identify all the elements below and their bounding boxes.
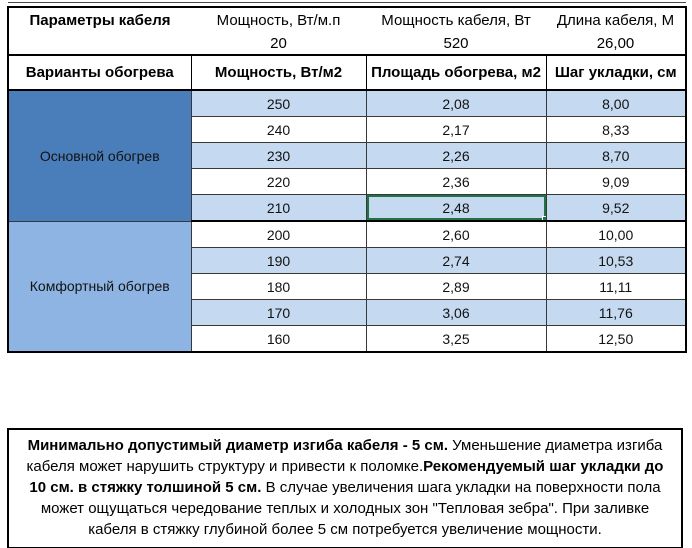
group-cell-main-heating[interactable]: Основной обогрев [8,90,191,221]
group-cell-comfort-heating[interactable]: Комфортный обогрев [8,221,191,352]
cell-area[interactable]: 2,17 [366,117,546,143]
top-gridline [8,2,686,3]
cable-parameters-table [7,6,687,353]
note-box [7,428,683,548]
cell-step[interactable]: 8,70 [546,143,686,169]
cell-area[interactable]: 2,89 [366,274,546,300]
cell-power[interactable]: 200 [191,221,366,248]
param-col-label-cable-length[interactable]: Длина кабеля, М [556,11,675,29]
header-area-cell[interactable]: Площадь обогрева, м2 [366,55,546,90]
cell-area[interactable]: 2,60 [366,221,546,248]
param-values-row [8,32,686,55]
cell-step[interactable]: 8,33 [546,117,686,143]
param-value-power-per-m[interactable]: 20 [191,32,366,55]
cell-step[interactable]: 10,53 [546,248,686,274]
param-value-cable-length[interactable]: 26,00 [546,32,686,55]
cell-area[interactable]: 3,06 [366,300,546,326]
cell-area[interactable]: 2,74 [366,248,546,274]
cell-power[interactable]: 240 [191,117,366,143]
cell-power[interactable]: 180 [191,274,366,300]
column-header-row [8,55,686,90]
param-value-cable-power[interactable]: 520 [366,32,546,55]
cell-area[interactable]: 2,26 [366,143,546,169]
cell-power[interactable]: 160 [191,326,366,353]
cell-step[interactable]: 11,76 [546,300,686,326]
param-empty-cell[interactable] [8,32,191,55]
cell-area[interactable]: 3,25 [366,326,546,353]
cell-step[interactable]: 9,09 [546,169,686,195]
cell-step[interactable]: 10,00 [546,221,686,248]
selected-cell[interactable]: 2,48 [366,195,546,222]
cell-power[interactable]: 250 [191,90,366,117]
header-power-cell[interactable]: Мощность, Вт/м2 [191,55,366,90]
cell-power[interactable]: 220 [191,169,366,195]
note-text: Минимально допустимый диаметр изгиба кабеля - 5 см. Уменьшение диаметра изгиба кабеля может нарушить структуру и привести к поломке.Рекомендуемый шаг укладки до 10 см. в стяжку толшиной 5 см. В случае увеличения шага укладки на поверхности пола может ощущаться чередование теплых и холодных зон "Тепловая зебра". При заливке кабеля в стяжку глубиной более 5 см потребуется увеличение мощности. [26,437,664,538]
cell-area[interactable]: 2,36 [366,169,546,195]
header-variants-cell[interactable]: Варианты обогрева [8,55,191,90]
cell-step[interactable]: 9,52 [546,195,686,222]
cell-power[interactable]: 230 [191,143,366,169]
param-header-row [8,7,686,32]
table-row [8,90,686,117]
cell-area[interactable]: 2,08 [366,90,546,117]
cell-power[interactable]: 190 [191,248,366,274]
cell-step[interactable]: 12,50 [546,326,686,353]
table-row [8,221,686,248]
cell-power[interactable]: 210 [191,195,366,222]
cell-step[interactable]: 11,11 [546,274,686,300]
cell-power[interactable]: 170 [191,300,366,326]
param-title-cell[interactable]: Параметры кабеля [29,11,171,29]
header-step-cell[interactable]: Шаг укладки, см [546,55,686,90]
cell-step[interactable]: 8,00 [546,90,686,117]
param-col-label-cable-power[interactable]: Мощность кабеля, Вт [381,11,531,29]
param-col-label-power-per-m[interactable]: Мощность, Вт/м.п [216,11,341,29]
